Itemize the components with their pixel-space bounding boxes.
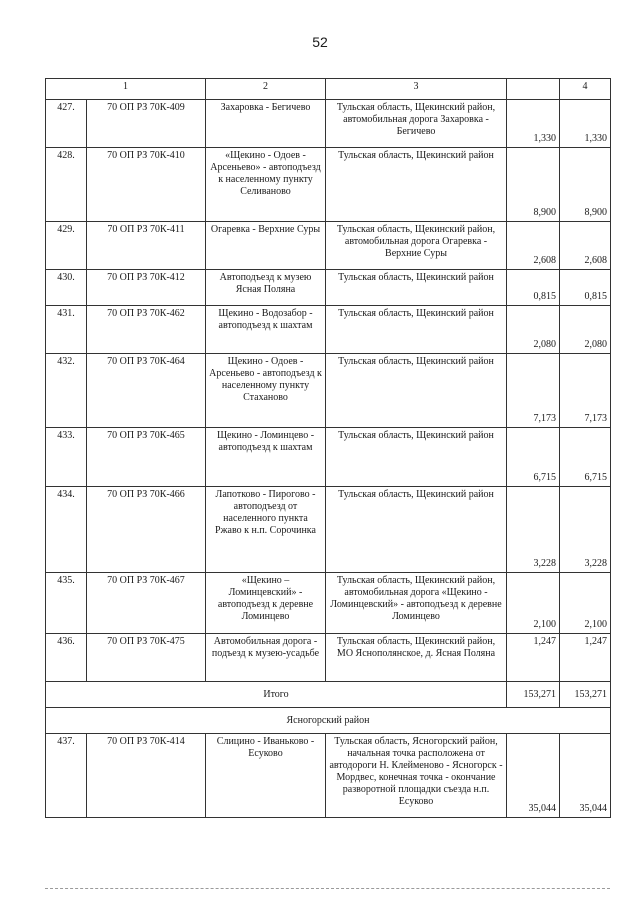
road-name: Автоподъезд к музею Ясная Поляна xyxy=(206,270,326,306)
road-location: Тульская область, Щекинский район, автомобильная дорога Захаровка - Бегичево xyxy=(326,100,507,148)
header-cell-3: 3 xyxy=(326,79,507,100)
road-name: Щекино - Одоев - Арсеньево - автоподъезд к населенному пункту Стаханово xyxy=(206,354,326,428)
road-length: 2,100 xyxy=(507,573,560,634)
header-cell-empty xyxy=(507,79,560,100)
row-number: 429. xyxy=(46,222,87,270)
row-number: 436. xyxy=(46,634,87,682)
road-name: Слицино - Иваньково - Есуково xyxy=(206,734,326,818)
road-location: Тульская область, Щекинский район xyxy=(326,148,507,222)
road-name: Огаревка - Верхние Суры xyxy=(206,222,326,270)
road-length-total: 0,815 xyxy=(560,270,611,306)
road-length-total: 7,173 xyxy=(560,354,611,428)
district-heading: Ясногорский район xyxy=(46,708,611,734)
road-length: 0,815 xyxy=(507,270,560,306)
header-cell-2: 2 xyxy=(206,79,326,100)
total-label: Итого xyxy=(46,682,507,708)
road-code: 70 ОП РЗ 70К-466 xyxy=(87,487,206,573)
road-length: 2,080 xyxy=(507,306,560,354)
road-length: 35,044 xyxy=(507,734,560,818)
road-code: 70 ОП РЗ 70К-462 xyxy=(87,306,206,354)
table-row xyxy=(46,148,611,222)
road-location: Тульская область, Щекинский район, автомобильная дорога Огаревка - Верхние Суры xyxy=(326,222,507,270)
road-length: 2,608 xyxy=(507,222,560,270)
road-location: Тульская область, Щекинский район xyxy=(326,270,507,306)
road-length-total: 2,080 xyxy=(560,306,611,354)
total-length: 153,271 xyxy=(507,682,560,708)
road-length-total: 2,608 xyxy=(560,222,611,270)
row-number: 427. xyxy=(46,100,87,148)
road-length-total: 1,330 xyxy=(560,100,611,148)
row-number: 433. xyxy=(46,428,87,487)
road-code: 70 ОП РЗ 70К-414 xyxy=(87,734,206,818)
footer-divider xyxy=(45,888,610,889)
road-name: Автомобильная дорога - подъезд к музею-усадьбе xyxy=(206,634,326,682)
road-length: 6,715 xyxy=(507,428,560,487)
road-location: Тульская область, Щекинский район xyxy=(326,354,507,428)
district-row xyxy=(46,708,611,734)
road-location: Тульская область, Щекинский район xyxy=(326,306,507,354)
road-length: 3,228 xyxy=(507,487,560,573)
row-number: 437. xyxy=(46,734,87,818)
road-length-total: 35,044 xyxy=(560,734,611,818)
road-length-total: 8,900 xyxy=(560,148,611,222)
road-location: Тульская область, Щекинский район xyxy=(326,487,507,573)
road-length-total: 6,715 xyxy=(560,428,611,487)
road-location: Тульская область, Ясногорский район, начальная точка расположена от автодороги Н. Клейменово - Ясногорск - Мордвес, конечная точка - окончание разворотной площадки съезда н.п. Есуково xyxy=(326,734,507,818)
table-row xyxy=(46,222,611,270)
road-name: Щекино - Ломинцево - автоподъезд к шахтам xyxy=(206,428,326,487)
road-code: 70 ОП РЗ 70К-412 xyxy=(87,270,206,306)
total-row xyxy=(46,682,611,708)
road-length: 1,330 xyxy=(507,100,560,148)
row-number: 432. xyxy=(46,354,87,428)
table-row xyxy=(46,270,611,306)
road-length-total: 2,100 xyxy=(560,573,611,634)
road-length-total: 3,228 xyxy=(560,487,611,573)
road-code: 70 ОП РЗ 70К-409 xyxy=(87,100,206,148)
total-length-sum: 153,271 xyxy=(560,682,611,708)
road-length: 7,173 xyxy=(507,354,560,428)
road-code: 70 ОП РЗ 70К-467 xyxy=(87,573,206,634)
road-length-total: 1,247 xyxy=(560,634,611,682)
road-location: Тульская область, Щекинский район, автомобильная дорога «Щекино - Ломинцевский» - автоподъезд к деревне Ломинцево xyxy=(326,573,507,634)
row-number: 430. xyxy=(46,270,87,306)
row-number: 431. xyxy=(46,306,87,354)
table-row xyxy=(46,634,611,682)
page-number: 52 xyxy=(312,34,328,50)
row-number: 435. xyxy=(46,573,87,634)
row-number: 434. xyxy=(46,487,87,573)
road-code: 70 ОП РЗ 70К-465 xyxy=(87,428,206,487)
road-name: Щекино - Водозабор - автоподъезд к шахтам xyxy=(206,306,326,354)
road-location: Тульская область, Щекинский район, МО Яснополянское, д. Ясная Поляна xyxy=(326,634,507,682)
road-code: 70 ОП РЗ 70К-410 xyxy=(87,148,206,222)
road-name: «Щекино – Ломинцевский» - автоподъезд к деревне Ломинцево xyxy=(206,573,326,634)
road-code: 70 ОП РЗ 70К-411 xyxy=(87,222,206,270)
road-name: «Щекино - Одоев - Арсеньево» - автоподъезд к населенному пункту Селиваново xyxy=(206,148,326,222)
table-row xyxy=(46,734,611,818)
road-location: Тульская область, Щекинский район xyxy=(326,428,507,487)
road-code: 70 ОП РЗ 70К-475 xyxy=(87,634,206,682)
header-cell-1: 1 xyxy=(46,79,206,100)
header-cell-4: 4 xyxy=(560,79,611,100)
table-header-row xyxy=(46,79,611,100)
road-length: 1,247 xyxy=(507,634,560,682)
table-row xyxy=(46,354,611,428)
road-name: Захаровка - Бегичево xyxy=(206,100,326,148)
road-code: 70 ОП РЗ 70К-464 xyxy=(87,354,206,428)
row-number: 428. xyxy=(46,148,87,222)
road-length: 8,900 xyxy=(507,148,560,222)
table-row xyxy=(46,573,611,634)
roads-table xyxy=(45,78,611,818)
table-row xyxy=(46,428,611,487)
table-row xyxy=(46,100,611,148)
table-row xyxy=(46,487,611,573)
table-row xyxy=(46,306,611,354)
road-name: Лапотково - Пирогово - автоподъезд от населенного пункта Ржаво к н.п. Сорочинка xyxy=(206,487,326,573)
